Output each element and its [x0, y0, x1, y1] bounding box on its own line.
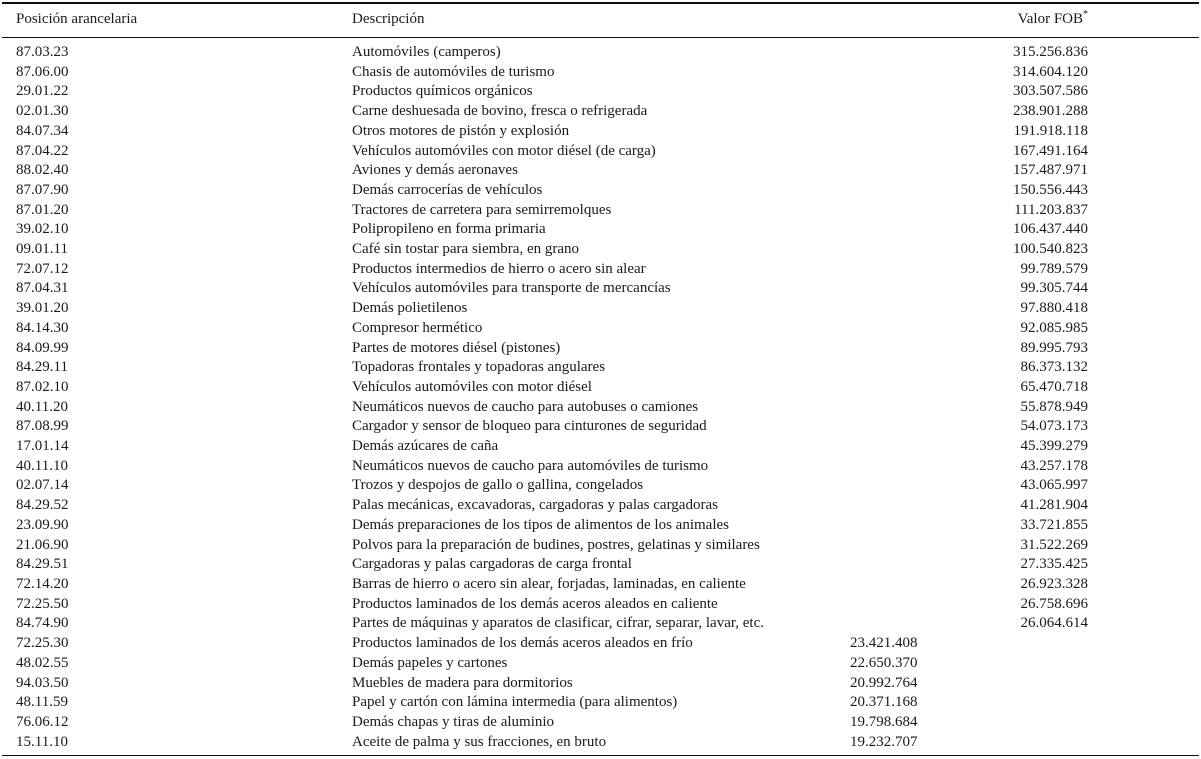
tariff-code-cell: 87.01.20 — [16, 201, 69, 218]
description-cell: Compresor hermético — [352, 319, 483, 336]
fob-value-cell: 97.880.418 — [1020, 300, 1088, 317]
tariff-code-cell: 02.01.30 — [16, 103, 69, 120]
tariff-code-cell: 87.02.10 — [16, 378, 69, 395]
fob-value-cell: 303.507.586 — [1013, 83, 1088, 100]
fob-value-cell: 43.065.997 — [1020, 477, 1088, 494]
table-row — [2, 181, 1199, 201]
tariff-code-cell: 87.04.22 — [16, 142, 69, 159]
description-cell: Tractores de carretera para semirremolques — [352, 201, 612, 218]
tariff-code-cell: 72.25.50 — [16, 595, 69, 612]
description-cell: Carne deshuesada de bovino, fresca o refrigerada — [352, 103, 648, 120]
fob-value-cell: 238.901.288 — [1013, 103, 1088, 120]
description-cell: Polipropileno en forma primaria — [352, 221, 546, 238]
column-header-descripcion: Descripción — [338, 4, 828, 38]
description-cell: Muebles de madera para dormitorios — [352, 674, 573, 691]
fob-value-cell: 65.470.718 — [1020, 378, 1088, 395]
fob-value-cell: 150.556.443 — [1013, 181, 1088, 198]
description-cell: Demás preparaciones de los tipos de alimentos de los animales — [352, 516, 729, 533]
description-cell: Vehículos automóviles con motor diésel — [352, 378, 592, 395]
description-cell: Demás azúcares de caña — [352, 438, 499, 455]
fob-value-cell: 45.399.279 — [1020, 438, 1088, 455]
description-cell: Productos químicos orgánicos — [352, 83, 533, 100]
table-row — [2, 201, 1199, 221]
table-row — [2, 102, 1199, 122]
tariff-code-cell: 40.11.10 — [16, 457, 68, 474]
valor-fob-label: Valor FOB — [1017, 11, 1083, 27]
table-row — [2, 339, 1199, 359]
tariff-code-cell: 72.25.30 — [16, 635, 69, 652]
table-row — [2, 654, 1199, 674]
table-row — [2, 713, 1199, 733]
tariff-code-cell: 88.02.40 — [16, 162, 69, 179]
fob-value-cell: 26.923.328 — [1020, 575, 1088, 592]
description-cell: Neumáticos nuevos de caucho para automóviles de turismo — [352, 457, 709, 474]
description-cell: Trozos y despojos de gallo o gallina, congelados — [352, 477, 644, 494]
fob-value-cell: 111.203.837 — [1014, 201, 1088, 218]
table-body — [2, 38, 1199, 753]
fob-value-cell: 167.491.164 — [1013, 142, 1088, 159]
tariff-code-cell: 72.07.12 — [16, 260, 69, 277]
table-row — [2, 575, 1199, 595]
tariff-code-cell: 87.06.00 — [16, 63, 69, 80]
table-row — [2, 142, 1199, 162]
table-row — [2, 82, 1199, 102]
description-cell: Partes de máquinas y aparatos de clasificar, cifrar, separar, lavar, etc. — [352, 615, 764, 632]
fob-value-cell: 92.085.985 — [1020, 319, 1088, 336]
fob-value-cell: 157.487.971 — [1013, 162, 1088, 179]
table-row — [2, 614, 1199, 634]
table-row — [2, 122, 1199, 142]
tariff-code-cell: 17.01.14 — [16, 438, 69, 455]
tariff-code-cell: 87.07.90 — [16, 181, 69, 198]
table-row — [2, 240, 1199, 260]
fob-value-cell: 33.721.855 — [1020, 516, 1088, 533]
footnote-asterisk: * — [1083, 9, 1088, 20]
fob-value-cell: 26.758.696 — [1020, 595, 1088, 612]
tariff-code-cell: 02.07.14 — [16, 477, 69, 494]
description-cell: Demás chapas y tiras de aluminio — [352, 713, 555, 730]
fob-value-cell: 191.918.118 — [1013, 122, 1088, 139]
tariff-code-cell: 39.02.10 — [16, 221, 69, 238]
fob-value-cell: 41.281.904 — [1020, 497, 1088, 514]
description-cell: Vehículos automóviles para transporte de mercancías — [352, 280, 671, 297]
table-row — [2, 437, 1199, 457]
table-bottom-rule-outer — [2, 755, 1199, 756]
description-cell: Barras de hierro o acero sin alear, forjadas, laminadas, en caliente — [352, 575, 746, 592]
tariff-code-cell: 29.01.22 — [16, 83, 69, 100]
table-row — [2, 319, 1199, 339]
description-cell: Partes de motores diésel (pistones) — [352, 339, 561, 356]
tariff-code-cell: 76.06.12 — [16, 713, 69, 730]
tariff-positions-table — [2, 4, 1199, 752]
table-row — [2, 260, 1199, 280]
table-row — [2, 674, 1199, 694]
tariff-code-cell: 39.01.20 — [16, 300, 69, 317]
fob-value-cell: 20.992.764 — [850, 674, 918, 691]
fob-value-cell: 314.604.120 — [1013, 63, 1088, 80]
fob-value-cell: 89.995.793 — [1020, 339, 1088, 356]
description-cell: Demás polietilenos — [352, 300, 468, 317]
description-cell: Aceite de palma y sus fracciones, en bruto — [352, 733, 607, 750]
tariff-code-cell: 40.11.20 — [16, 398, 68, 415]
tariff-code-cell: 94.03.50 — [16, 674, 69, 691]
table-row — [2, 595, 1199, 615]
column-header-posicion-arancelaria: Posición arancelaria — [2, 4, 338, 38]
fob-value-cell: 23.421.408 — [850, 635, 918, 652]
table-row — [2, 555, 1199, 575]
fob-value-cell: 19.798.684 — [850, 713, 918, 730]
table-row — [2, 733, 1199, 753]
tariff-code-cell: 84.29.52 — [16, 497, 69, 514]
tariff-code-cell: 09.01.11 — [16, 241, 68, 258]
fob-value-cell: 27.335.425 — [1020, 556, 1088, 573]
table-row — [2, 378, 1199, 398]
table-row — [2, 516, 1199, 536]
tariff-code-cell: 87.03.23 — [16, 44, 69, 60]
description-cell: Cargadoras y palas cargadoras de carga frontal — [352, 556, 632, 573]
fob-value-cell: 19.232.707 — [850, 733, 918, 750]
header-row — [2, 4, 1199, 38]
table-row — [2, 398, 1199, 418]
description-cell: Productos laminados de los demás aceros aleados en caliente — [352, 595, 718, 612]
description-cell: Polvos para la preparación de budines, postres, gelatinas y similares — [352, 536, 760, 553]
table-row — [2, 220, 1199, 240]
fob-value-cell: 106.437.440 — [1013, 221, 1088, 238]
fob-value-cell: 86.373.132 — [1020, 359, 1088, 376]
fob-value-cell: 99.789.579 — [1020, 260, 1088, 277]
tariff-code-cell: 87.08.99 — [16, 418, 69, 435]
tariff-code-cell: 84.07.34 — [16, 122, 69, 139]
table-row — [2, 161, 1199, 181]
description-cell: Demás papeles y cartones — [352, 654, 508, 671]
table-row — [2, 457, 1199, 477]
description-cell: Café sin tostar para siembra, en grano — [352, 241, 579, 258]
fob-value-cell: 31.522.269 — [1020, 536, 1088, 553]
table-row — [2, 693, 1199, 713]
table-row — [2, 299, 1199, 319]
tariff-code-cell: 84.29.51 — [16, 556, 69, 573]
table-row — [2, 634, 1199, 654]
fob-value-cell: 54.073.173 — [1020, 418, 1088, 435]
fob-value-cell: 55.878.949 — [1020, 398, 1088, 415]
fob-value-cell: 20.371.168 — [850, 694, 918, 711]
tariff-code-cell: 84.14.30 — [16, 319, 69, 336]
description-cell: Automóviles (camperos) — [352, 44, 501, 60]
fob-value-cell: 100.540.823 — [1013, 241, 1088, 258]
tariff-code-cell: 48.02.55 — [16, 654, 69, 671]
fob-value-cell: 26.064.614 — [1020, 615, 1088, 632]
table-row — [2, 496, 1199, 516]
description-cell: Productos intermedios de hierro o acero sin alear — [352, 260, 646, 277]
table-row — [2, 63, 1199, 83]
fob-value-cell: 43.257.178 — [1020, 457, 1088, 474]
table-row — [2, 358, 1199, 378]
table-row — [2, 417, 1199, 437]
fob-value-cell: 22.650.370 — [850, 654, 918, 671]
description-cell: Neumáticos nuevos de caucho para autobuses o camiones — [352, 398, 699, 415]
fob-value-cell: 99.305.744 — [1020, 280, 1088, 297]
tariff-code-cell: 72.14.20 — [16, 575, 69, 592]
description-cell: Aviones y demás aeronaves — [352, 162, 518, 179]
column-header-valor-fob — [828, 4, 1199, 38]
tariff-code-cell: 48.11.59 — [16, 694, 68, 711]
description-cell: Otros motores de pistón y explosión — [352, 122, 570, 139]
description-cell: Palas mecánicas, excavadoras, cargadoras y palas cargadoras — [352, 497, 718, 514]
tariff-code-cell: 15.11.10 — [16, 733, 68, 750]
description-cell: Topadoras frontales y topadoras angulares — [352, 359, 606, 376]
description-cell: Productos laminados de los demás aceros aleados en frío — [352, 635, 693, 652]
description-cell: Vehículos automóviles con motor diésel (de carga) — [352, 142, 656, 159]
tariff-code-cell: 21.06.90 — [16, 536, 69, 553]
fob-value-cell: 315.256.836 — [1013, 44, 1088, 60]
description-cell: Papel y cartón con lámina intermedia (para alimentos) — [352, 694, 678, 711]
tariff-code-cell: 87.04.31 — [16, 280, 69, 297]
table-row — [2, 536, 1199, 556]
table-row — [2, 476, 1199, 496]
description-cell: Demás carrocerías de vehículos — [352, 181, 543, 198]
tariff-code-cell: 23.09.90 — [16, 516, 69, 533]
tariff-code-cell: 84.74.90 — [16, 615, 69, 632]
tariff-code-cell: 84.29.11 — [16, 359, 68, 376]
description-cell: Chasis de automóviles de turismo — [352, 63, 555, 80]
tariff-code-cell: 84.09.99 — [16, 339, 69, 356]
table-row — [2, 279, 1199, 299]
description-cell: Cargador y sensor de bloqueo para cinturones de seguridad — [352, 418, 707, 435]
table-row — [2, 38, 1199, 63]
